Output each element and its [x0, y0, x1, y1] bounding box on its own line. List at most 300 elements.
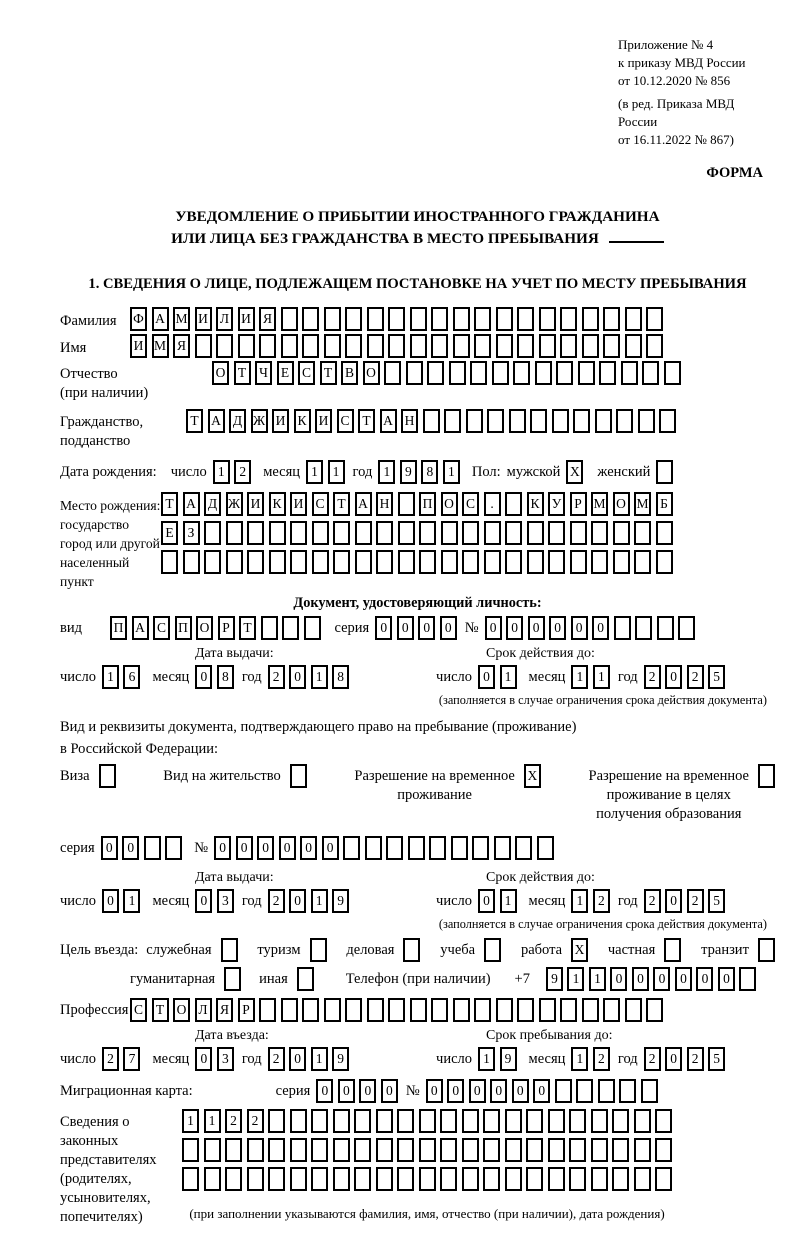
char-cell[interactable] [539, 307, 556, 331]
char-cell[interactable] [281, 334, 298, 358]
char-cell[interactable]: Ч [255, 361, 272, 385]
char-cell[interactable] [247, 1138, 264, 1162]
char-cell[interactable] [408, 836, 425, 860]
char-cell[interactable] [487, 409, 504, 433]
char-cell[interactable]: 2 [687, 665, 704, 689]
char-cell[interactable]: А [132, 616, 149, 640]
char-cell[interactable]: 0 [122, 836, 139, 860]
char-cell[interactable] [483, 1167, 500, 1191]
char-cell[interactable]: 9 [332, 889, 349, 913]
female-checkbox[interactable] [656, 460, 673, 484]
char-cell[interactable] [466, 409, 483, 433]
char-cell[interactable] [638, 409, 655, 433]
char-cell[interactable]: 0 [236, 836, 253, 860]
char-cell[interactable]: 0 [478, 889, 495, 913]
char-cell[interactable] [290, 521, 307, 545]
char-cell[interactable]: 0 [195, 665, 212, 689]
char-cell[interactable] [324, 307, 341, 331]
char-cell[interactable]: Н [401, 409, 418, 433]
char-cell[interactable] [591, 550, 608, 574]
char-cell[interactable] [526, 1109, 543, 1133]
char-cell[interactable]: 0 [279, 836, 296, 860]
char-cell[interactable] [302, 307, 319, 331]
checkbox-cell[interactable] [403, 938, 420, 962]
char-cell[interactable]: А [380, 409, 397, 433]
char-cell[interactable]: Р [238, 998, 255, 1022]
char-cell[interactable]: Ж [226, 492, 243, 516]
char-cell[interactable]: 0 [469, 1079, 486, 1103]
char-cell[interactable]: 0 [289, 665, 306, 689]
char-cell[interactable]: 2 [644, 1047, 661, 1071]
char-cell[interactable] [552, 409, 569, 433]
char-cell[interactable]: 1 [306, 460, 323, 484]
char-cell[interactable] [678, 616, 695, 640]
char-cell[interactable] [573, 409, 590, 433]
birth-month-cells[interactable] [306, 460, 345, 484]
char-cell[interactable]: С [337, 409, 354, 433]
char-cell[interactable]: Д [229, 409, 246, 433]
char-cell[interactable] [345, 334, 362, 358]
char-cell[interactable] [494, 836, 511, 860]
char-cell[interactable] [539, 334, 556, 358]
checkbox-cell[interactable]: X [571, 938, 588, 962]
char-cell[interactable] [634, 1138, 651, 1162]
char-cell[interactable]: Ж [251, 409, 268, 433]
char-cell[interactable]: Я [259, 307, 276, 331]
char-cell[interactable] [451, 836, 468, 860]
char-cell[interactable]: 3 [217, 1047, 234, 1071]
char-cell[interactable] [444, 409, 461, 433]
char-cell[interactable]: Е [277, 361, 294, 385]
char-cell[interactable]: О [613, 492, 630, 516]
char-cell[interactable] [302, 334, 319, 358]
char-cell[interactable] [386, 836, 403, 860]
issue-year-cells[interactable] [268, 665, 350, 689]
char-cell[interactable] [144, 836, 161, 860]
char-cell[interactable]: Т [239, 616, 256, 640]
char-cell[interactable] [472, 836, 489, 860]
char-cell[interactable]: Е [161, 521, 178, 545]
char-cell[interactable] [591, 521, 608, 545]
char-cell[interactable]: 0 [102, 889, 119, 913]
birthplace-row1-cells[interactable] [161, 492, 673, 516]
char-cell[interactable]: Т [333, 492, 350, 516]
char-cell[interactable] [496, 334, 513, 358]
char-cell[interactable] [333, 521, 350, 545]
char-cell[interactable] [410, 307, 427, 331]
char-cell[interactable]: А [208, 409, 225, 433]
char-cell[interactable] [423, 409, 440, 433]
char-cell[interactable]: 0 [506, 616, 523, 640]
char-cell[interactable] [216, 334, 233, 358]
char-cell[interactable]: 0 [665, 889, 682, 913]
char-cell[interactable] [311, 1138, 328, 1162]
char-cell[interactable] [410, 334, 427, 358]
char-cell[interactable]: 0 [549, 616, 566, 640]
checkbox-cell[interactable] [664, 938, 681, 962]
char-cell[interactable]: 3 [217, 889, 234, 913]
char-cell[interactable] [419, 550, 436, 574]
char-cell[interactable]: 0 [101, 836, 118, 860]
char-cell[interactable] [312, 521, 329, 545]
issue-day-cells[interactable] [102, 665, 141, 689]
entry-year-cells[interactable] [268, 1047, 350, 1071]
char-cell[interactable] [268, 1138, 285, 1162]
char-cell[interactable]: 0 [322, 836, 339, 860]
char-cell[interactable]: А [152, 307, 169, 331]
char-cell[interactable] [247, 550, 264, 574]
char-cell[interactable]: 0 [397, 616, 414, 640]
char-cell[interactable] [333, 1138, 350, 1162]
char-cell[interactable] [290, 1109, 307, 1133]
char-cell[interactable] [570, 521, 587, 545]
char-cell[interactable]: 2 [102, 1047, 119, 1071]
char-cell[interactable]: Я [173, 334, 190, 358]
char-cell[interactable] [354, 1138, 371, 1162]
char-cell[interactable] [517, 334, 534, 358]
char-cell[interactable]: 1 [204, 1109, 221, 1133]
char-cell[interactable] [429, 836, 446, 860]
char-cell[interactable] [505, 550, 522, 574]
char-cell[interactable]: 2 [687, 889, 704, 913]
char-cell[interactable] [290, 550, 307, 574]
char-cell[interactable]: С [153, 616, 170, 640]
char-cell[interactable]: 0 [571, 616, 588, 640]
char-cell[interactable]: О [441, 492, 458, 516]
char-cell[interactable]: 0 [338, 1079, 355, 1103]
patronymic-cells[interactable] [212, 361, 681, 385]
char-cell[interactable] [376, 1109, 393, 1133]
char-cell[interactable] [388, 307, 405, 331]
char-cell[interactable]: 0 [675, 967, 692, 991]
char-cell[interactable] [345, 998, 362, 1022]
checkbox-cell[interactable] [484, 938, 501, 962]
char-cell[interactable]: М [152, 334, 169, 358]
char-cell[interactable]: 5 [708, 665, 725, 689]
stay-day-cells[interactable] [478, 1047, 517, 1071]
char-cell[interactable]: 2 [247, 1109, 264, 1133]
char-cell[interactable] [281, 998, 298, 1022]
char-cell[interactable] [505, 492, 522, 516]
migration-number-cells[interactable] [426, 1079, 658, 1103]
char-cell[interactable]: Т [152, 998, 169, 1022]
char-cell[interactable] [560, 307, 577, 331]
char-cell[interactable] [204, 1167, 221, 1191]
char-cell[interactable]: Д [204, 492, 221, 516]
char-cell[interactable]: К [527, 492, 544, 516]
char-cell[interactable] [625, 307, 642, 331]
char-cell[interactable] [312, 550, 329, 574]
residence-valid-month-cells[interactable] [571, 889, 610, 913]
char-cell[interactable] [613, 521, 630, 545]
char-cell[interactable] [582, 998, 599, 1022]
birthplace-row2-cells[interactable] [161, 521, 673, 545]
char-cell[interactable]: 0 [490, 1079, 507, 1103]
char-cell[interactable] [311, 1109, 328, 1133]
char-cell[interactable] [282, 616, 299, 640]
char-cell[interactable]: У [548, 492, 565, 516]
representatives-row1-cells[interactable] [182, 1109, 672, 1133]
char-cell[interactable] [513, 361, 530, 385]
char-cell[interactable]: 2 [268, 665, 285, 689]
char-cell[interactable] [635, 616, 652, 640]
char-cell[interactable]: З [183, 521, 200, 545]
char-cell[interactable]: С [130, 998, 147, 1022]
char-cell[interactable] [548, 550, 565, 574]
char-cell[interactable]: 8 [421, 460, 438, 484]
char-cell[interactable] [440, 1138, 457, 1162]
char-cell[interactable] [397, 1167, 414, 1191]
char-cell[interactable] [570, 550, 587, 574]
char-cell[interactable] [195, 334, 212, 358]
char-cell[interactable]: 2 [644, 889, 661, 913]
char-cell[interactable] [612, 1167, 629, 1191]
char-cell[interactable] [290, 1138, 307, 1162]
char-cell[interactable] [462, 1138, 479, 1162]
char-cell[interactable] [431, 307, 448, 331]
char-cell[interactable]: П [419, 492, 436, 516]
char-cell[interactable]: 0 [610, 967, 627, 991]
char-cell[interactable] [595, 409, 612, 433]
residence-valid-year-cells[interactable] [644, 889, 726, 913]
char-cell[interactable] [625, 334, 642, 358]
char-cell[interactable]: 0 [533, 1079, 550, 1103]
char-cell[interactable]: Т [358, 409, 375, 433]
char-cell[interactable] [333, 1167, 350, 1191]
char-cell[interactable]: 1 [589, 967, 606, 991]
char-cell[interactable]: Л [195, 998, 212, 1022]
char-cell[interactable]: 1 [567, 967, 584, 991]
char-cell[interactable] [527, 550, 544, 574]
char-cell[interactable] [419, 521, 436, 545]
char-cell[interactable] [365, 836, 382, 860]
char-cell[interactable] [646, 307, 663, 331]
char-cell[interactable] [367, 334, 384, 358]
char-cell[interactable] [388, 998, 405, 1022]
entry-month-cells[interactable] [195, 1047, 234, 1071]
char-cell[interactable] [345, 307, 362, 331]
char-cell[interactable]: Б [656, 492, 673, 516]
char-cell[interactable]: 5 [708, 889, 725, 913]
char-cell[interactable]: 1 [378, 460, 395, 484]
char-cell[interactable]: 0 [195, 1047, 212, 1071]
char-cell[interactable]: 5 [708, 1047, 725, 1071]
char-cell[interactable]: 2 [268, 1047, 285, 1071]
char-cell[interactable] [578, 361, 595, 385]
char-cell[interactable]: 0 [359, 1079, 376, 1103]
checkbox-cell[interactable]: X [566, 460, 583, 484]
char-cell[interactable] [304, 616, 321, 640]
char-cell[interactable]: О [363, 361, 380, 385]
char-cell[interactable] [204, 521, 221, 545]
valid-month-cells[interactable] [571, 665, 610, 689]
residence-issue-day-cells[interactable] [102, 889, 141, 913]
char-cell[interactable]: 0 [426, 1079, 443, 1103]
char-cell[interactable] [505, 1109, 522, 1133]
char-cell[interactable] [591, 1109, 608, 1133]
char-cell[interactable] [431, 998, 448, 1022]
char-cell[interactable]: 9 [332, 1047, 349, 1071]
char-cell[interactable] [453, 998, 470, 1022]
char-cell[interactable]: 1 [478, 1047, 495, 1071]
char-cell[interactable]: 1 [182, 1109, 199, 1133]
char-cell[interactable]: 0 [195, 889, 212, 913]
char-cell[interactable] [515, 836, 532, 860]
char-cell[interactable] [517, 307, 534, 331]
char-cell[interactable]: 0 [592, 616, 609, 640]
char-cell[interactable]: 9 [400, 460, 417, 484]
char-cell[interactable] [343, 836, 360, 860]
char-cell[interactable] [582, 334, 599, 358]
migration-series-cells[interactable] [316, 1079, 398, 1103]
stay-year-cells[interactable] [644, 1047, 726, 1071]
char-cell[interactable] [657, 616, 674, 640]
char-cell[interactable]: Р [570, 492, 587, 516]
char-cell[interactable]: 8 [332, 665, 349, 689]
stay-month-cells[interactable] [571, 1047, 610, 1071]
char-cell[interactable] [569, 1138, 586, 1162]
char-cell[interactable] [474, 307, 491, 331]
char-cell[interactable] [453, 334, 470, 358]
char-cell[interactable]: 1 [123, 889, 140, 913]
char-cell[interactable] [247, 521, 264, 545]
char-cell[interactable] [367, 998, 384, 1022]
char-cell[interactable] [419, 1138, 436, 1162]
char-cell[interactable] [526, 1167, 543, 1191]
char-cell[interactable] [431, 334, 448, 358]
char-cell[interactable] [656, 521, 673, 545]
char-cell[interactable]: О [196, 616, 213, 640]
char-cell[interactable] [642, 361, 659, 385]
char-cell[interactable] [441, 521, 458, 545]
char-cell[interactable]: И [272, 409, 289, 433]
char-cell[interactable] [526, 1138, 543, 1162]
char-cell[interactable] [496, 307, 513, 331]
char-cell[interactable] [560, 998, 577, 1022]
char-cell[interactable] [441, 550, 458, 574]
residence-issue-year-cells[interactable] [268, 889, 350, 913]
checkbox-cell[interactable]: X [524, 764, 541, 788]
char-cell[interactable]: 2 [234, 460, 251, 484]
char-cell[interactable]: 2 [268, 889, 285, 913]
char-cell[interactable] [225, 1138, 242, 1162]
char-cell[interactable] [449, 361, 466, 385]
char-cell[interactable] [634, 1167, 651, 1191]
char-cell[interactable] [517, 998, 534, 1022]
char-cell[interactable] [376, 1167, 393, 1191]
checkbox-cell[interactable] [310, 938, 327, 962]
char-cell[interactable]: Р [218, 616, 235, 640]
char-cell[interactable]: М [634, 492, 651, 516]
char-cell[interactable] [739, 967, 756, 991]
char-cell[interactable] [527, 521, 544, 545]
char-cell[interactable] [509, 409, 526, 433]
given-name-cells[interactable] [130, 334, 663, 358]
char-cell[interactable] [354, 1167, 371, 1191]
char-cell[interactable]: 9 [546, 967, 563, 991]
char-cell[interactable] [311, 1167, 328, 1191]
char-cell[interactable]: 0 [696, 967, 713, 991]
char-cell[interactable]: И [247, 492, 264, 516]
char-cell[interactable] [333, 1109, 350, 1133]
residence-issue-month-cells[interactable] [195, 889, 234, 913]
char-cell[interactable] [656, 550, 673, 574]
char-cell[interactable]: К [294, 409, 311, 433]
char-cell[interactable] [474, 998, 491, 1022]
doc-series-cells[interactable] [375, 616, 457, 640]
char-cell[interactable] [655, 1167, 672, 1191]
char-cell[interactable]: 1 [500, 665, 517, 689]
char-cell[interactable] [599, 361, 616, 385]
phone-cells[interactable] [546, 967, 757, 991]
char-cell[interactable] [616, 409, 633, 433]
char-cell[interactable] [619, 1079, 636, 1103]
char-cell[interactable] [598, 1079, 615, 1103]
char-cell[interactable]: 0 [653, 967, 670, 991]
char-cell[interactable]: 0 [478, 665, 495, 689]
issue-month-cells[interactable] [195, 665, 234, 689]
char-cell[interactable] [641, 1079, 658, 1103]
char-cell[interactable] [440, 1167, 457, 1191]
residence-number-cells[interactable] [214, 836, 554, 860]
char-cell[interactable] [556, 361, 573, 385]
char-cell[interactable]: Ф [130, 307, 147, 331]
char-cell[interactable] [492, 361, 509, 385]
representatives-row2-cells[interactable] [182, 1138, 672, 1162]
char-cell[interactable] [462, 521, 479, 545]
char-cell[interactable] [355, 521, 372, 545]
char-cell[interactable]: 0 [512, 1079, 529, 1103]
char-cell[interactable] [634, 1109, 651, 1133]
char-cell[interactable]: К [269, 492, 286, 516]
checkbox-cell[interactable] [758, 938, 775, 962]
checkbox-cell[interactable] [224, 967, 241, 991]
char-cell[interactable] [398, 492, 415, 516]
char-cell[interactable]: П [175, 616, 192, 640]
char-cell[interactable]: 0 [485, 616, 502, 640]
char-cell[interactable]: А [355, 492, 372, 516]
char-cell[interactable] [625, 998, 642, 1022]
char-cell[interactable]: 0 [665, 665, 682, 689]
char-cell[interactable] [398, 550, 415, 574]
char-cell[interactable] [226, 550, 243, 574]
char-cell[interactable] [612, 1138, 629, 1162]
char-cell[interactable]: 0 [375, 616, 392, 640]
char-cell[interactable] [182, 1138, 199, 1162]
char-cell[interactable] [238, 334, 255, 358]
char-cell[interactable] [591, 1167, 608, 1191]
char-cell[interactable] [496, 998, 513, 1022]
char-cell[interactable] [419, 1109, 436, 1133]
char-cell[interactable]: Т [161, 492, 178, 516]
char-cell[interactable] [384, 361, 401, 385]
representatives-row3-cells[interactable] [182, 1167, 672, 1191]
checkbox-cell[interactable] [297, 967, 314, 991]
char-cell[interactable] [484, 521, 501, 545]
checkbox-cell[interactable] [656, 460, 673, 484]
char-cell[interactable]: Т [234, 361, 251, 385]
char-cell[interactable]: 0 [528, 616, 545, 640]
char-cell[interactable]: 0 [214, 836, 231, 860]
char-cell[interactable]: С [298, 361, 315, 385]
char-cell[interactable] [259, 998, 276, 1022]
char-cell[interactable] [261, 616, 278, 640]
char-cell[interactable]: 1 [571, 889, 588, 913]
char-cell[interactable]: И [195, 307, 212, 331]
char-cell[interactable] [530, 409, 547, 433]
char-cell[interactable]: 0 [447, 1079, 464, 1103]
residence-valid-day-cells[interactable] [478, 889, 517, 913]
